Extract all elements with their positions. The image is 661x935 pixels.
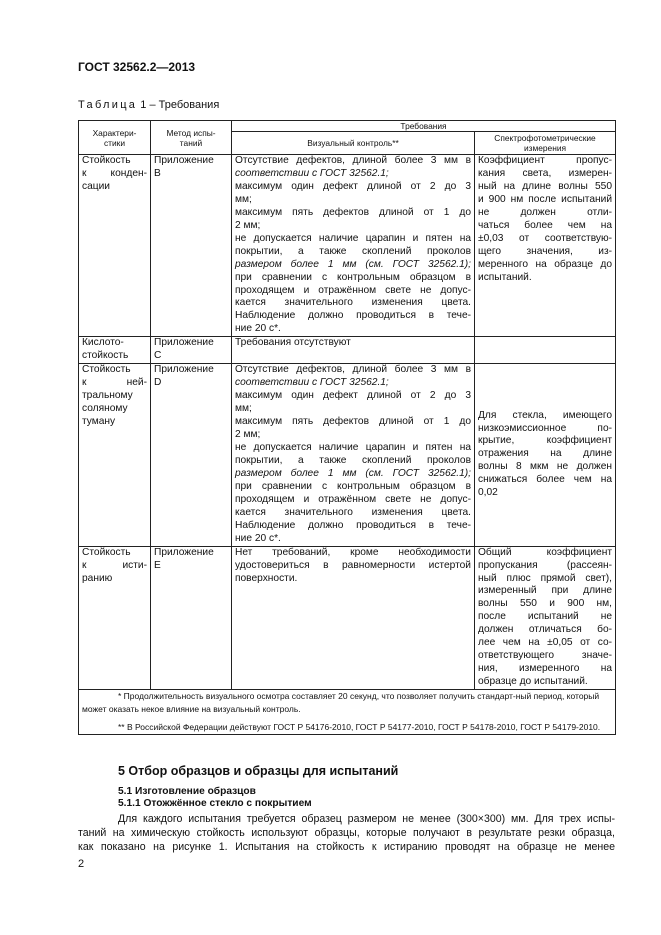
cell-method [151, 337, 232, 364]
cell-line: не допускается наличие царапин и пятен на [235, 441, 471, 453]
cell-line: размером более 1 мм (см. ГОСТ 32562.1); [235, 258, 471, 270]
header-test-method-line: Метод испы- [166, 127, 216, 138]
cell-line: пропускания (рассеян- [478, 559, 613, 571]
header-characteristics-line: Характери- [92, 127, 137, 138]
cell-line: 0,02 [478, 487, 498, 499]
cell-line: после испытаний не [478, 611, 613, 623]
cell-line: мм; [235, 193, 252, 205]
cell-line: покрытии, а также скоплений проколов [235, 454, 471, 466]
table-caption [78, 99, 219, 111]
cell-line: C [154, 350, 162, 362]
cell-line: испытаний. [478, 271, 532, 283]
page-number: 2 [78, 858, 85, 870]
cell-line: соответствии с ГОСТ 32562.1; [235, 377, 389, 389]
table-caption-rest: 1 – Требования [137, 99, 220, 111]
cell-line: Отсутствие дефектов, длиной более 3 мм в [235, 155, 471, 166]
cell-spectro-requirement [475, 546, 616, 689]
cell-line: E [154, 559, 161, 571]
table-footnotes-row [79, 690, 616, 735]
cell-line: тральному [82, 390, 133, 402]
cell-line: Наблюдение должно проводиться в тече- [235, 519, 471, 531]
cell-method [151, 364, 232, 546]
cell-line: ранию [82, 572, 113, 584]
cell-line: ±0,03 от соответствую- [478, 232, 613, 244]
cell-characteristic [79, 546, 151, 689]
cell-line: к ней- [82, 377, 147, 389]
cell-line: проходящем и отражённом свете не допус- [235, 493, 471, 505]
table-footnotes [79, 690, 616, 735]
cell-visual-requirement [232, 155, 475, 337]
cell-characteristic [79, 337, 151, 364]
cell-line: максимум один дефект длиной от 2 до 3 [235, 390, 471, 402]
header-visual-inspection: Визуальный контроль** [232, 132, 475, 155]
cell-line: Для стекла, имеющего [478, 409, 613, 421]
cell-spectro-requirement [475, 364, 616, 546]
cell-line: при сравнении с контрольным образцом в [235, 480, 471, 492]
cell-line: удостовериться в равномерности истертой [235, 559, 471, 571]
cell-line: 2 мм; [235, 219, 261, 231]
cell-line: размером более 1 мм (см. ГОСТ 32562.1); [235, 467, 471, 479]
footnote-russian-standards: ** В Российской Федерации действуют ГОСТ Р 54176-2010, ГОСТ Р 54177-2010, ГОСТ Р 54178-2010, ГОСТ Р 54179-2010. [118, 722, 601, 733]
cell-line: Приложение [154, 155, 214, 166]
header-spectrophotometric [475, 132, 616, 155]
cell-spectro-requirement [475, 155, 616, 337]
cell-line: 2 мм; [235, 429, 261, 441]
cell-line: щего значения, из- [478, 245, 613, 257]
cell-line: поверхности. [235, 572, 298, 584]
subsubsection-title: 5.1.1 Отожжённое стекло с покрытием [118, 798, 312, 809]
requirements-table [78, 120, 616, 735]
cell-line: Стойкость [82, 155, 131, 166]
header-spectrophotometric-line: Спектрофотометрические [494, 133, 596, 143]
cell-line: лее чем на ±0,05 от со- [478, 637, 613, 649]
cell-characteristic [79, 364, 151, 546]
cell-line: ответствующего значе- [478, 650, 613, 662]
cell-line: низкоэмиссионное по- [478, 422, 613, 434]
cell-line: Приложение [154, 364, 214, 376]
cell-line: волны 8 мкм не должен [478, 461, 613, 473]
cell-line: соляному [82, 403, 128, 415]
cell-line: Нет требований, кроме необходимости [235, 546, 471, 558]
cell-line: Приложение [154, 546, 214, 558]
header-spectrophotometric-line: измерения [523, 143, 567, 153]
cell-line: покрытии, а также скоплений проколов [235, 245, 471, 257]
cell-line: ный плюс прямой свет), [478, 572, 613, 584]
header-test-method [151, 121, 232, 155]
cell-line: отражения на длине [478, 448, 613, 460]
cell-line: кания света, измерен- [478, 167, 613, 179]
section-title: 5 Отбор образцов и образцы для испытаний [118, 764, 399, 778]
cell-line: кается значительного изменения цвета. [235, 506, 471, 518]
cell-characteristic [79, 155, 151, 337]
cell-line: стойкость [82, 350, 129, 362]
cell-line: волны 550 и 900 нм, [478, 598, 613, 610]
cell-line: максимум пять дефектов длиной от 1 до [235, 206, 471, 218]
cell-line: Отсутствие дефектов, длиной более 3 мм в [235, 364, 471, 376]
cell-line: Стойкость [82, 546, 131, 558]
cell-line: при сравнении с контрольным образцом в [235, 271, 471, 283]
cell-line: образце до испытаний. [478, 676, 588, 688]
cell-line: снижаться более чем на [478, 474, 613, 486]
table-caption-word: Таблица [78, 99, 138, 111]
table-row-acid [79, 337, 616, 364]
cell-visual-requirement [232, 364, 475, 546]
cell-visual-requirement [232, 546, 475, 689]
cell-line: D [154, 377, 162, 389]
cell-line: измеренный при длине [478, 585, 613, 597]
cell-line: чаться более чем на [478, 219, 613, 231]
header-requirements: Требования [232, 121, 616, 132]
table-header-row [79, 121, 616, 132]
header-characteristics [79, 121, 151, 155]
cell-line: ние 20 с*. [235, 323, 281, 335]
cell-line: не допускается наличие царапин и пятен на [235, 232, 471, 244]
paragraph-line: как показано на рисунке 1. Испытания на стойкость к истиранию проводят на образце не менее [78, 841, 615, 854]
cell-line: Требования отсутствуют [235, 337, 351, 349]
paragraph-line: Для каждого испытания требуется образец размером не менее (300×300) мм. Для трех испы- [118, 813, 615, 825]
footnote-duration: * Продолжительность визуального осмотра составляет 20 секунд, что позволяет получить стандарт-ный период, который может оказать некое влияние на визуальный контроль. [82, 691, 600, 715]
cell-line: туману [82, 416, 116, 428]
cell-line: сации [82, 180, 110, 192]
header-characteristics-line: стики [103, 137, 126, 148]
cell-line: не должен отли- [478, 206, 613, 218]
cell-line: Коэффициент пропус- [478, 155, 613, 166]
cell-line: Общий коэффициент [478, 546, 613, 558]
subsection-title: 5.1 Изготовление образцов [118, 786, 256, 797]
cell-line: к исти- [82, 559, 147, 571]
cell-line: ния, измеренного на [478, 663, 613, 675]
cell-line: крытие, коэффициент [478, 435, 613, 447]
cell-line: меренного на образце до [478, 258, 613, 270]
cell-line: Стойкость [82, 364, 131, 376]
cell-line: Приложение [154, 337, 214, 349]
cell-line: мм; [235, 403, 252, 415]
cell-visual-requirement [232, 337, 475, 364]
table-row-abrasion [79, 546, 616, 689]
cell-line: к конден- [82, 167, 147, 179]
cell-line: соответствии с ГОСТ 32562.1; [235, 167, 389, 179]
cell-line: должен отличаться бо- [478, 624, 613, 636]
cell-line: проходящем и отражённом свете не допус- [235, 284, 471, 296]
cell-line: максимум один дефект длиной от 2 до 3 [235, 180, 471, 192]
cell-line: ние 20 с*. [235, 532, 281, 544]
header-test-method-line: таний [179, 137, 203, 148]
cell-spectro-requirement [475, 337, 616, 364]
cell-method [151, 546, 232, 689]
table-row-salt-spray [79, 364, 616, 546]
cell-line: и 900 нм после испытаний [478, 193, 613, 205]
body-paragraph [78, 812, 615, 855]
cell-line: Кислото- [82, 337, 124, 349]
document-header: ГОСТ 32562.2—2013 [78, 60, 196, 74]
cell-line: кается значительного изменения цвета. [235, 297, 471, 309]
cell-line: максимум пять дефектов длиной от 1 до [235, 416, 471, 428]
cell-line: ный на длине волны 550 [478, 180, 613, 192]
paragraph-line: таний на химическую стойкость используют образцы, которые получают в результате резки образца, [78, 827, 615, 840]
table-row-condensation [79, 155, 616, 337]
cell-line: Наблюдение должно проводиться в тече- [235, 310, 471, 322]
cell-line: B [154, 167, 161, 179]
cell-method [151, 155, 232, 337]
